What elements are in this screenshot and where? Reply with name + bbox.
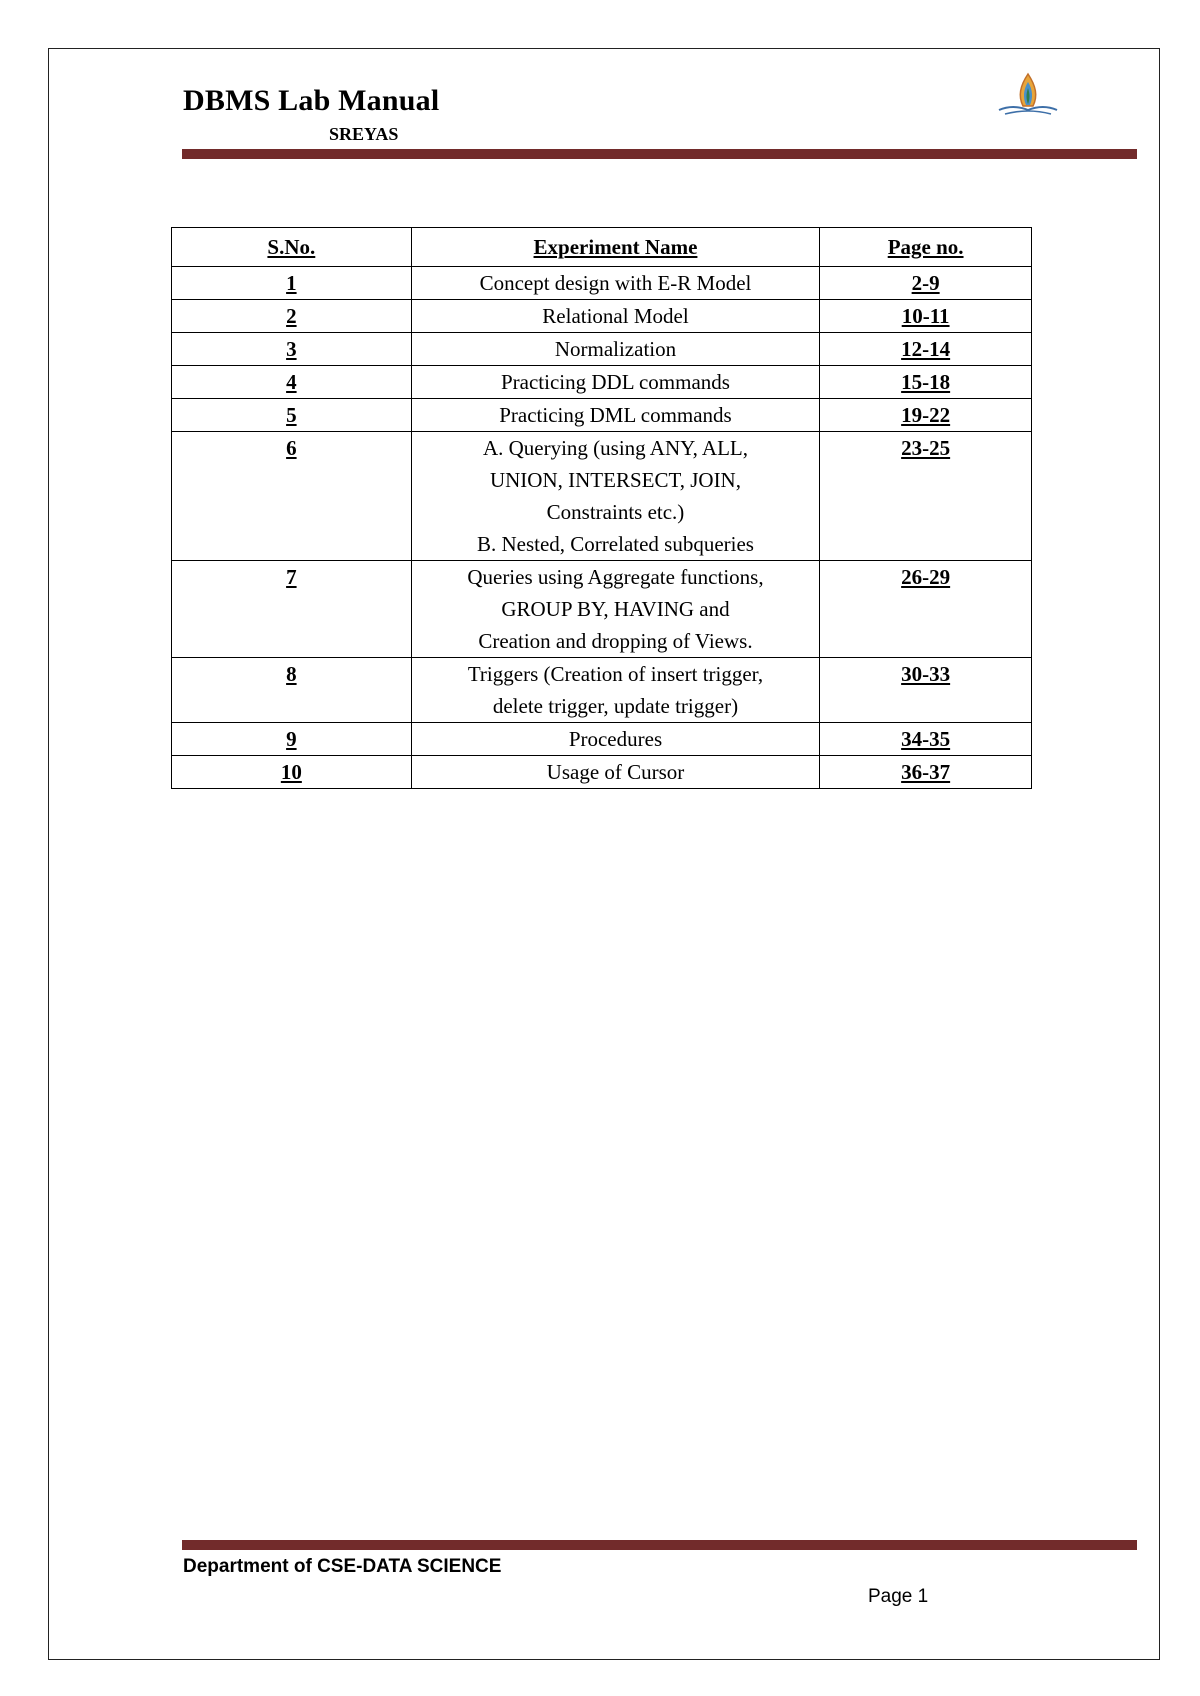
- experiment-name-line: Relational Model: [542, 304, 689, 328]
- row-experiment-name: [411, 267, 820, 300]
- table-row: [172, 432, 1032, 561]
- row-page-range: 34-35: [820, 723, 1032, 756]
- experiment-name-line: GROUP BY, HAVING and: [501, 597, 730, 621]
- row-experiment-name: [411, 366, 820, 399]
- experiment-name-line: Triggers (Creation of insert trigger,: [467, 662, 764, 686]
- table-row: [172, 561, 1032, 658]
- table-row: [172, 333, 1032, 366]
- column-header-pages: Page no.: [820, 228, 1032, 267]
- experiment-name-line: Constraints etc.): [546, 500, 685, 524]
- document-title: DBMS Lab Manual: [183, 84, 440, 117]
- footer-department: Department of CSE-DATA SCIENCE: [183, 1556, 502, 1577]
- row-experiment-name: [411, 756, 820, 789]
- experiment-name-line: Queries using Aggregate functions,: [467, 565, 764, 589]
- row-page-range: 2-9: [820, 267, 1032, 300]
- table-row: [172, 300, 1032, 333]
- row-page-range: 15-18: [820, 366, 1032, 399]
- row-experiment-name: [411, 300, 820, 333]
- row-page-range: 26-29: [820, 561, 1032, 658]
- contents-table: [171, 227, 1032, 789]
- row-experiment-name: [411, 561, 820, 658]
- row-serial-number: 1: [172, 267, 412, 300]
- header-rule: [182, 149, 1137, 159]
- table-header-row: [172, 228, 1032, 267]
- row-serial-number: 8: [172, 658, 412, 723]
- row-serial-number: 5: [172, 399, 412, 432]
- row-experiment-name: [411, 723, 820, 756]
- page-number: Page 1: [868, 1586, 929, 1607]
- row-serial-number: 9: [172, 723, 412, 756]
- row-serial-number: 2: [172, 300, 412, 333]
- table-row: [172, 658, 1032, 723]
- experiment-name-line: Normalization: [554, 337, 677, 361]
- row-experiment-name: [411, 399, 820, 432]
- row-serial-number: 10: [172, 756, 412, 789]
- document-subtitle: SREYAS: [329, 124, 399, 144]
- experiment-name-line: Practicing DML commands: [499, 403, 732, 427]
- experiment-name-line: Procedures: [568, 727, 663, 751]
- row-page-range: 30-33: [820, 658, 1032, 723]
- row-page-range: 12-14: [820, 333, 1032, 366]
- row-experiment-name: [411, 432, 820, 561]
- row-serial-number: 4: [172, 366, 412, 399]
- table-row: [172, 756, 1032, 789]
- table-row: [172, 723, 1032, 756]
- footer-rule: [182, 1540, 1137, 1550]
- column-header-sno: S.No.: [172, 228, 412, 267]
- experiment-name-line: Practicing DDL commands: [500, 370, 730, 394]
- table-row: [172, 399, 1032, 432]
- table-row: [172, 267, 1032, 300]
- flame-logo-icon: [993, 70, 1063, 122]
- row-experiment-name: [411, 658, 820, 723]
- row-page-range: 23-25: [820, 432, 1032, 561]
- experiment-name-line: delete trigger, update trigger): [492, 694, 739, 718]
- row-serial-number: 7: [172, 561, 412, 658]
- experiment-name-line: Creation and dropping of Views.: [478, 629, 753, 653]
- column-header-experiment: Experiment Name: [411, 228, 820, 267]
- row-experiment-name: [411, 333, 820, 366]
- table-row: [172, 366, 1032, 399]
- experiment-name-line: A. Querying (using ANY, ALL,: [482, 436, 748, 460]
- row-serial-number: 6: [172, 432, 412, 561]
- experiment-name-line: Usage of Cursor: [546, 760, 685, 784]
- row-serial-number: 3: [172, 333, 412, 366]
- row-page-range: 36-37: [820, 756, 1032, 789]
- experiment-name-line: Concept design with E-R Model: [479, 271, 752, 295]
- experiment-name-line: B. Nested, Correlated subqueries: [476, 532, 754, 556]
- experiment-name-line: UNION, INTERSECT, JOIN,: [489, 468, 741, 492]
- row-page-range: 19-22: [820, 399, 1032, 432]
- row-page-range: 10-11: [820, 300, 1032, 333]
